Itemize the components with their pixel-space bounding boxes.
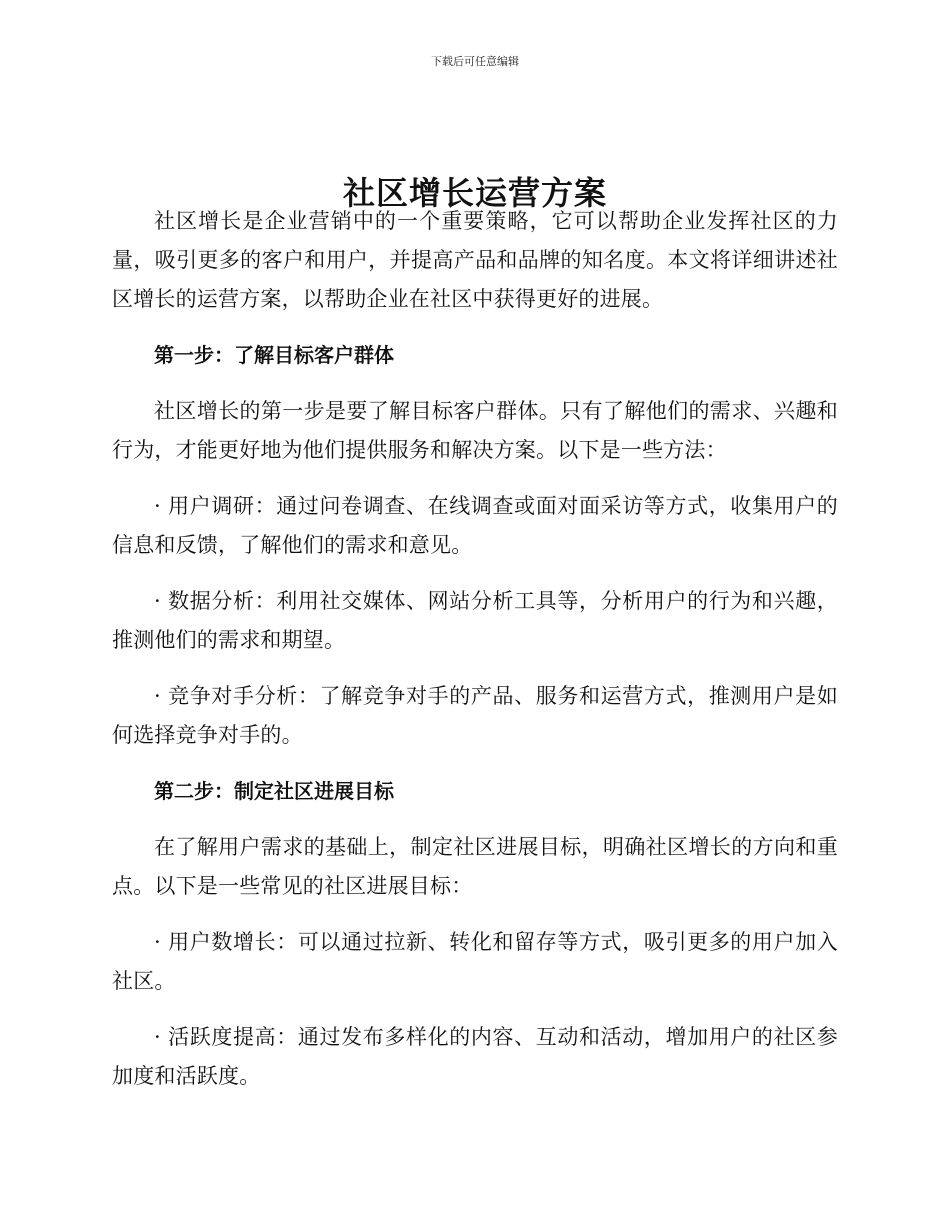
bullet-item: · 用户调研：通过问卷调查、在线调查或面对面采访等方式，收集用户的信息和反馈，了解他们的需求和意见。 bbox=[112, 494, 838, 557]
document-title: 社区增长运营方案 bbox=[342, 174, 607, 213]
header-note: 下载后可任意编辑 bbox=[431, 55, 519, 68]
bullet-item: · 活跃度提高：通过发布多样化的内容、互动和活动，增加用户的社区参加度和活跃度。 bbox=[112, 1025, 838, 1088]
section-heading: 第二步：制定社区进展目标 bbox=[154, 779, 394, 803]
intro-paragraph: 社区增长是企业营销中的一个重要策略，它可以帮助企业发挥社区的力量，吸引更多的客户和用户，并提高产品和品牌的知名度。本文将详细讲述社区增长的运营方案，以帮助企业在社区中获得更好的进展。 bbox=[112, 209, 838, 311]
bullet-item: · 用户数增长：可以通过拉新、转化和留存等方式，吸引更多的用户加入社区。 bbox=[112, 930, 838, 993]
bullet-item: · 数据分析：利用社交媒体、网站分析工具等，分析用户的行为和兴趣，推测他们的需求和期望。 bbox=[112, 589, 838, 652]
paragraph: 社区增长的第一步是要了解目标客户群体。只有了解他们的需求、兴趣和行为，才能更好地为他们提供服务和解决方案。以下是一些方法： bbox=[112, 399, 838, 462]
section-heading: 第一步：了解目标客户群体 bbox=[154, 343, 394, 367]
document-body bbox=[112, 202, 838, 1113]
bullet-item: · 竞争对手分析：了解竞争对手的产品、服务和运营方式，推测用户是如何选择竞争对手的。 bbox=[112, 684, 838, 747]
paragraph: 在了解用户需求的基础上，制定社区进展目标，明确社区增长的方向和重点。以下是一些常见的社区进展目标： bbox=[112, 835, 838, 898]
